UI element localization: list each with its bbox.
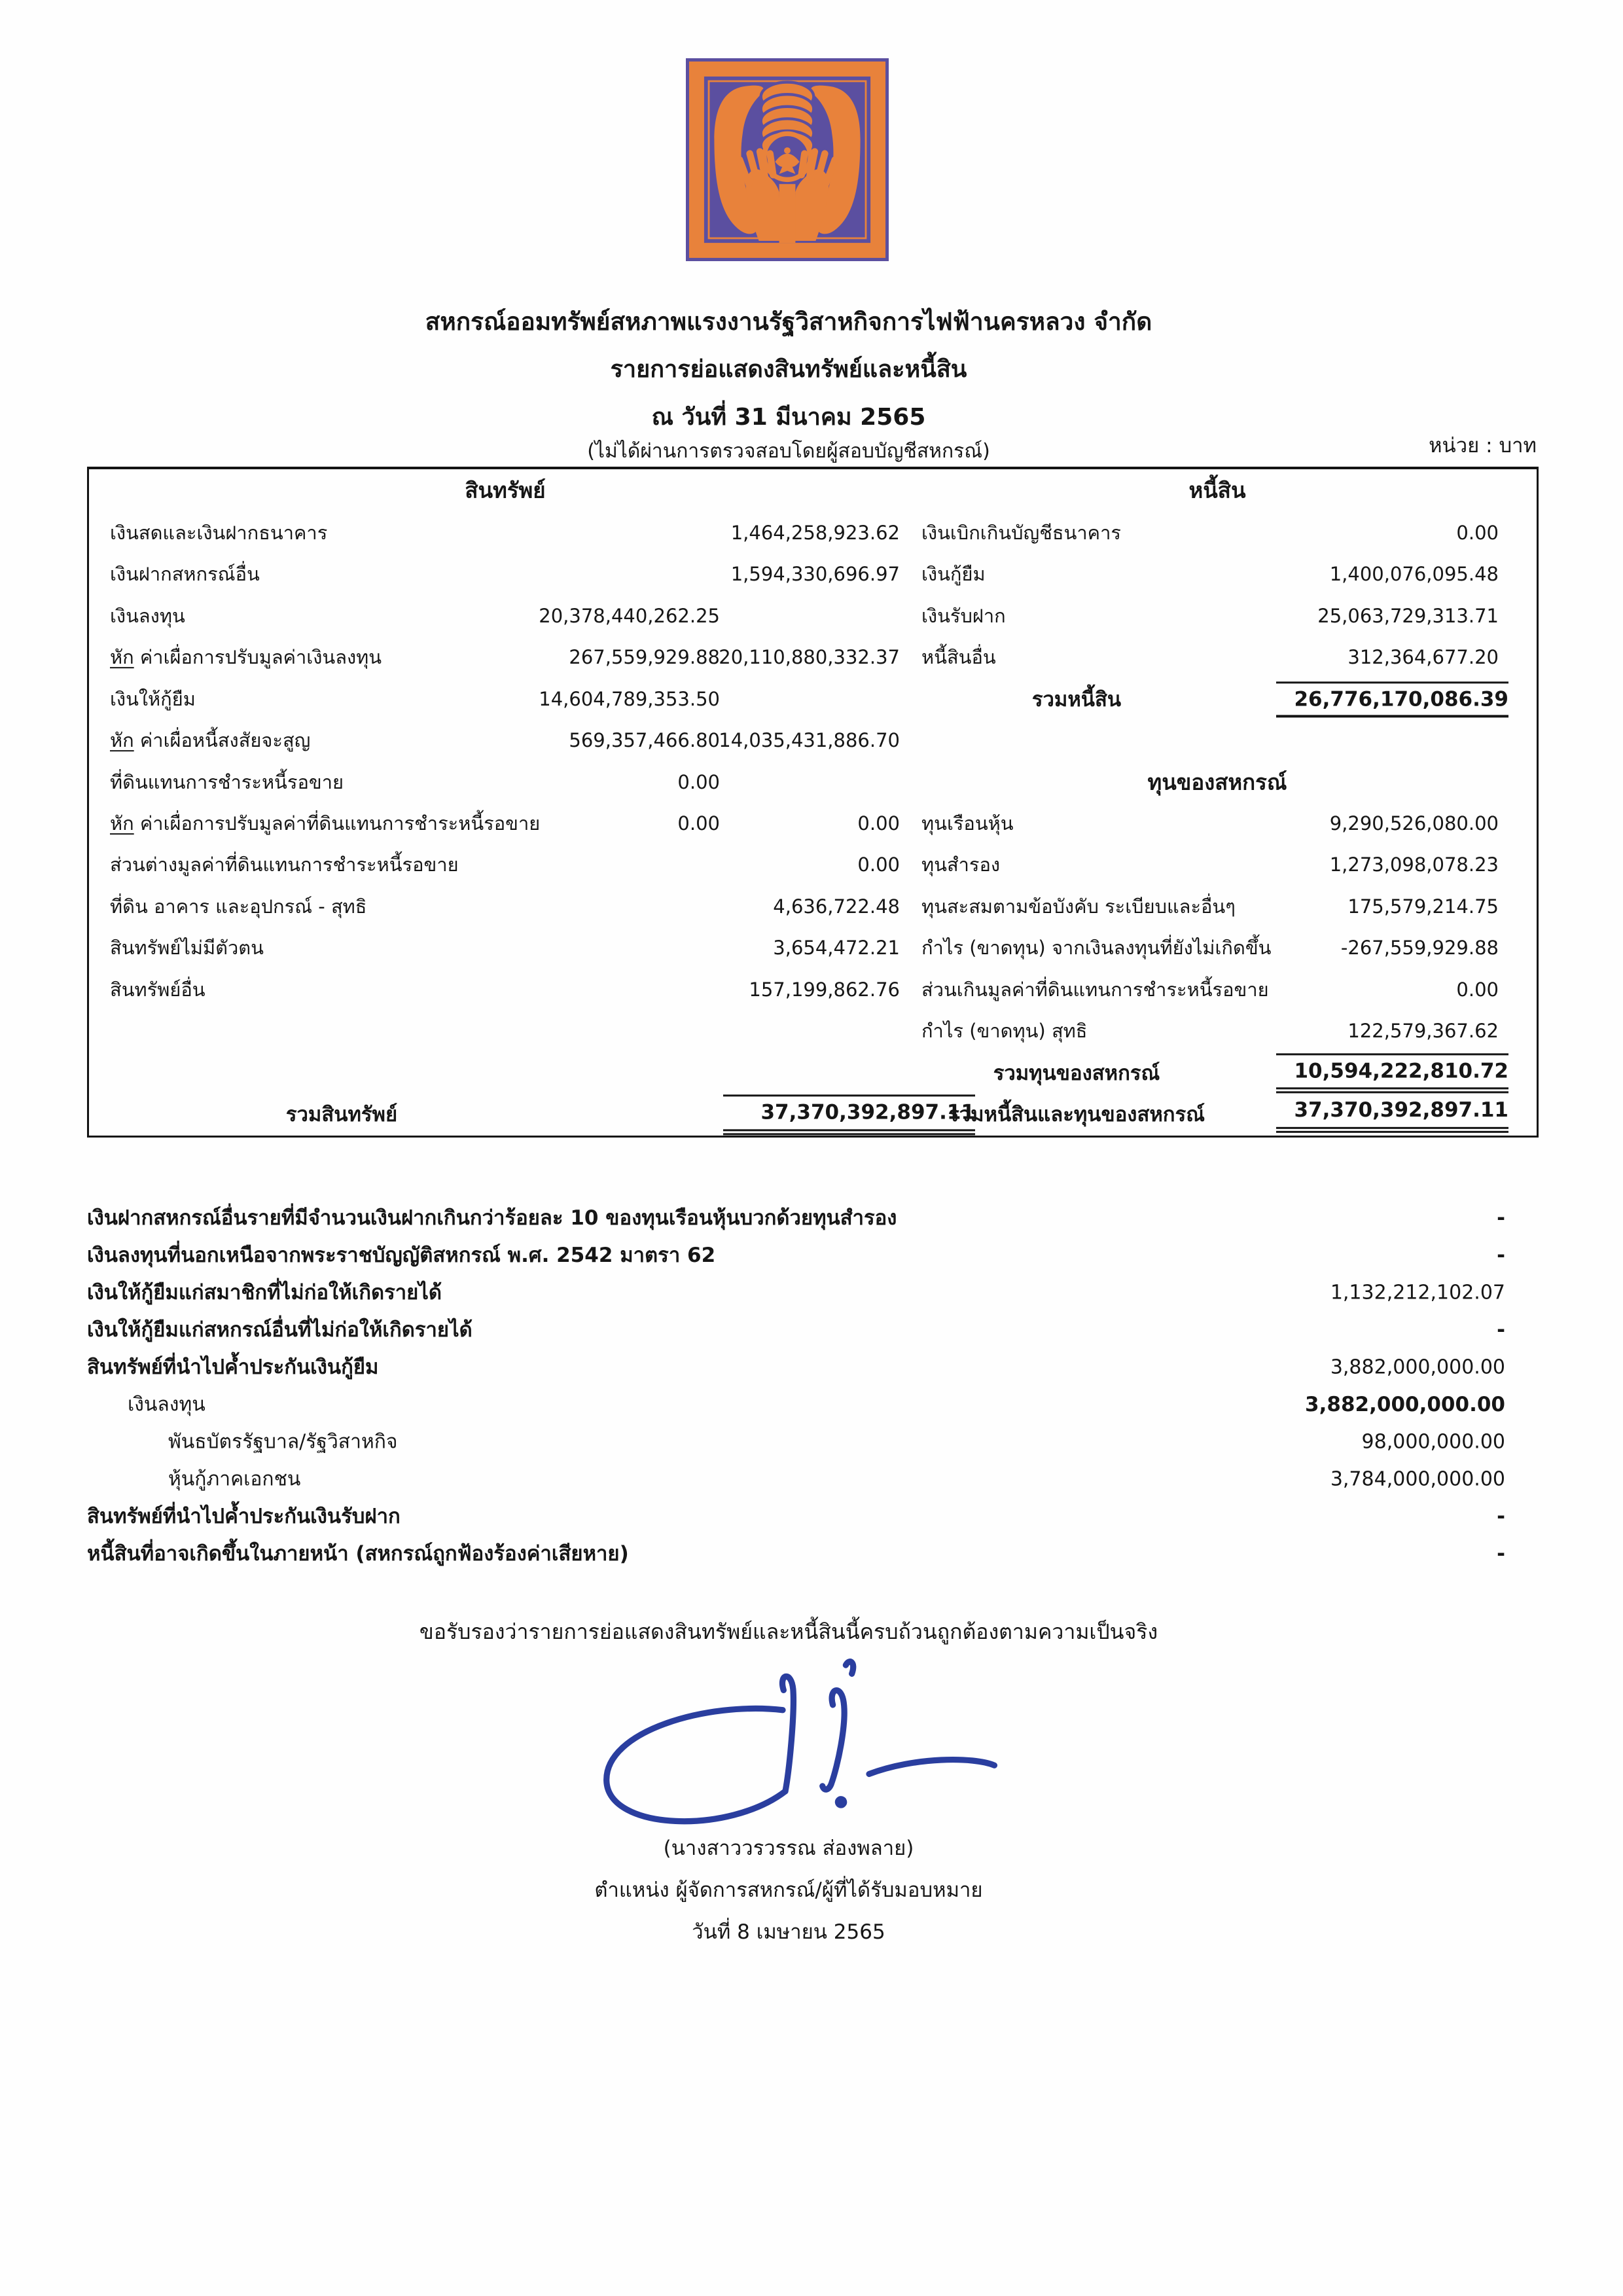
note-label: พันธบัตรรัฐบาล/รัฐวิสาหกิจ	[168, 1430, 398, 1453]
table-row	[89, 512, 1537, 554]
assets-total-amount: 37,370,392,897.11	[723, 1095, 975, 1135]
note-amount: -	[1497, 1541, 1505, 1566]
doc-title: รายการย่อแสดงสินทรัพย์และหนี้สิน	[610, 356, 967, 383]
note-amount: 3,882,000,000.00	[1305, 1392, 1505, 1416]
note-row	[87, 1460, 1539, 1498]
note-label: เงินให้กู้ยืมแก่สมาชิกที่ไม่ก่อให้เกิดรายได้	[87, 1280, 442, 1304]
note-amount: -	[1497, 1206, 1505, 1230]
note-row	[87, 1498, 1539, 1535]
liability-label: เงินรับฝาก	[921, 604, 1006, 627]
balance-sheet-table	[87, 467, 1539, 1138]
asset-label: หัก ค่าเผื่อหนี้สงสัยจะสูญ	[110, 729, 311, 752]
table-row	[89, 679, 1537, 720]
table-row	[89, 886, 1537, 927]
table-row	[89, 762, 1537, 803]
assets-section-header: สินทรัพย์	[465, 477, 546, 503]
note-amount: -	[1497, 1504, 1505, 1528]
deduction-prefix: หัก	[110, 812, 134, 835]
asset-amount: 157,199,862.76	[749, 978, 900, 1001]
audit-note: (ไม่ได้ผ่านการตรวจสอบโดยผู้สอบบัญชีสหกรณ์)	[587, 440, 990, 463]
asset-label: หัก ค่าเผื่อการปรับมูลค่าเงินลงทุน	[110, 646, 382, 669]
table-row	[89, 554, 1537, 595]
liability-amount: 25,063,729,313.71	[1317, 604, 1499, 627]
note-amount: -	[1497, 1243, 1505, 1267]
note-label: สินทรัพย์ที่นำไปค้ำประกันเงินรับฝาก	[87, 1504, 401, 1528]
note-row	[87, 1311, 1539, 1348]
asset-label: เงินให้กู้ยืม	[110, 687, 196, 710]
note-label: เงินฝากสหกรณ์อื่นรายที่มีจำนวนเงินฝากเกินกว่าร้อยละ 10 ของทุนเรือนหุ้นบวกด้วยทุนสำรอง	[87, 1206, 897, 1230]
as-of-date: ณ วันที่ 31 มีนาคม 2565	[651, 404, 926, 431]
asset-amount: 4,636,722.48	[773, 895, 900, 918]
note-row	[87, 1274, 1539, 1311]
liabilities-section-header: หนี้สิน	[1188, 477, 1246, 503]
liabilities-total-amount: 26,776,170,086.39	[1276, 681, 1508, 717]
asset-sub-amount: 0.00	[677, 770, 720, 793]
asset-amount: 0.00	[857, 812, 900, 835]
asset-label: เงินลงทุน	[110, 604, 185, 627]
equity-amount: -267,559,929.88	[1340, 937, 1499, 960]
equity-label: ทุนสำรอง	[921, 853, 1001, 876]
equity-label: ทุนสะสมตามข้อบังคับ ระเบียบและอื่นๆ	[921, 895, 1236, 918]
equity-amount: 175,579,214.75	[1347, 895, 1499, 918]
assets-total-label: รวมสินทรัพย์	[285, 1103, 398, 1127]
table-row	[89, 845, 1537, 886]
asset-label: เงินฝากสหกรณ์อื่น	[110, 563, 260, 586]
note-amount: 1,132,212,102.07	[1330, 1281, 1505, 1304]
equity-total-amount: 10,594,222,810.72	[1276, 1053, 1508, 1093]
asset-label: ที่ดินแทนการชำระหนี้รอขาย	[110, 770, 344, 793]
note-label: เงินให้กู้ยืมแก่สหกรณ์อื่นที่ไม่ก่อให้เกิดรายได้	[87, 1318, 473, 1342]
asset-sub-amount: 20,378,440,262.25	[539, 604, 720, 627]
equity-label: ทุนเรือนหุ้น	[921, 812, 1014, 835]
note-row	[87, 1386, 1539, 1423]
asset-amount: 1,464,258,923.62	[730, 521, 900, 544]
note-row	[87, 1535, 1539, 1572]
note-amount: 3,882,000,000.00	[1330, 1355, 1505, 1378]
table-row	[89, 1052, 1537, 1094]
liability-label: หนี้สินอื่น	[921, 646, 996, 669]
note-label: เงินลงทุนที่นอกเหนือจากพระราชบัญญัติสหกรณ์ พ.ศ. 2542 มาตรา 62	[87, 1243, 716, 1267]
asset-label: เงินสดและเงินฝากธนาคาร	[110, 521, 328, 544]
equity-amount: 1,273,098,078.23	[1329, 853, 1499, 876]
asset-label: ส่วนต่างมูลค่าที่ดินแทนการชำระหนี้รอขาย	[110, 853, 459, 876]
org-name: สหกรณ์ออมทรัพย์สหภาพแรงงานรัฐวิสาหกิจการไฟฟ้านครหลวง จำกัด	[425, 308, 1152, 336]
liability-amount: 1,400,076,095.48	[1329, 563, 1499, 586]
equity-amount: 9,290,526,080.00	[1329, 812, 1499, 835]
asset-sub-amount: 0.00	[677, 812, 720, 835]
signer-name: (นางสาววรวรรณ ส่องพลาย)	[663, 1837, 914, 1860]
cooperative-logo-icon	[686, 56, 889, 264]
liabilities-total-label: รวมหนี้สิน	[1031, 687, 1122, 711]
note-amount: 3,784,000,000.00	[1330, 1467, 1505, 1490]
table-row	[89, 928, 1537, 969]
signed-date: วันที่ 8 เมษายน 2565	[692, 1920, 885, 1944]
equity-amount: 0.00	[1456, 978, 1499, 1001]
liability-label: เงินเบิกเกินบัญชีธนาคาร	[921, 521, 1121, 544]
asset-amount: 14,035,431,886.70	[719, 729, 900, 752]
liability-amount: 312,364,677.20	[1347, 646, 1499, 669]
table-row	[89, 1011, 1537, 1052]
note-amount: -	[1497, 1318, 1505, 1342]
asset-label: หัก ค่าเผื่อการปรับมูลค่าที่ดินแทนการชำระหนี้รอขาย	[110, 812, 541, 835]
grand-total-amount: 37,370,392,897.11	[1276, 1097, 1508, 1132]
deduction-prefix: หัก	[110, 646, 134, 669]
table-row	[89, 596, 1537, 637]
note-amount: 98,000,000.00	[1361, 1430, 1505, 1453]
note-label: สินทรัพย์ที่นำไปค้ำประกันเงินกู้ยืม	[87, 1355, 379, 1379]
asset-amount: 20,110,880,332.37	[719, 646, 900, 669]
asset-amount: 0.00	[857, 853, 900, 876]
equity-section-header: ทุนของสหกรณ์	[1147, 769, 1287, 795]
grand-total-label: รวมหนี้สินและทุนของสหกรณ์	[948, 1103, 1205, 1127]
table-row	[89, 720, 1537, 761]
equity-amount: 122,579,367.62	[1347, 1020, 1499, 1043]
certification-statement: ขอรับรองว่ารายการย่อแสดงสินทรัพย์และหนี้สินนี้ครบถ้วนถูกต้องตามความเป็นจริง	[419, 1619, 1158, 1644]
note-label: หุ้นกู้ภาคเอกชน	[168, 1467, 301, 1490]
asset-label: สินทรัพย์อื่น	[110, 978, 205, 1001]
notes-section	[87, 1199, 1539, 1572]
asset-label: ที่ดิน อาคาร และอุปกรณ์ - สุทธิ	[110, 895, 367, 918]
equity-label: ส่วนเกินมูลค่าที่ดินแทนการชำระหนี้รอขาย	[921, 978, 1269, 1001]
asset-amount: 1,594,330,696.97	[730, 563, 900, 586]
equity-label: กำไร (ขาดทุน) จากเงินลงทุนที่ยังไม่เกิดขึ้น	[921, 937, 1272, 960]
table-row	[89, 1094, 1537, 1136]
equity-total-label: รวมทุนของสหกรณ์	[993, 1061, 1160, 1085]
liability-amount: 0.00	[1456, 521, 1499, 544]
equity-label: กำไร (ขาดทุน) สุทธิ	[921, 1020, 1088, 1043]
asset-sub-amount: 14,604,789,353.50	[539, 687, 720, 710]
signature-image	[569, 1649, 1001, 1826]
table-row	[89, 969, 1537, 1011]
unit-label: หน่วย : บาท	[1429, 434, 1537, 457]
asset-sub-amount: 267,559,929.88	[569, 646, 720, 669]
note-label: เงินลงทุน	[128, 1393, 205, 1416]
note-row	[87, 1348, 1539, 1386]
asset-sub-amount: 569,357,466.80	[569, 729, 720, 752]
table-row	[89, 637, 1537, 678]
asset-label: สินทรัพย์ไม่มีตัวตน	[110, 937, 264, 960]
asset-amount: 3,654,472.21	[773, 937, 900, 960]
note-row	[87, 1199, 1539, 1236]
note-row	[87, 1236, 1539, 1274]
deduction-prefix: หัก	[110, 729, 134, 752]
table-row	[89, 803, 1537, 844]
table-row	[89, 469, 1537, 512]
liability-label: เงินกู้ยืม	[921, 563, 986, 586]
note-label: หนี้สินที่อาจเกิดขึ้นในภายหน้า (สหกรณ์ถูกฟ้องร้องค่าเสียหาย)	[87, 1541, 629, 1566]
signer-position: ตำแหน่ง ผู้จัดการสหกรณ์/ผู้ที่ได้รับมอบหมาย	[594, 1878, 983, 1902]
note-row	[87, 1423, 1539, 1460]
